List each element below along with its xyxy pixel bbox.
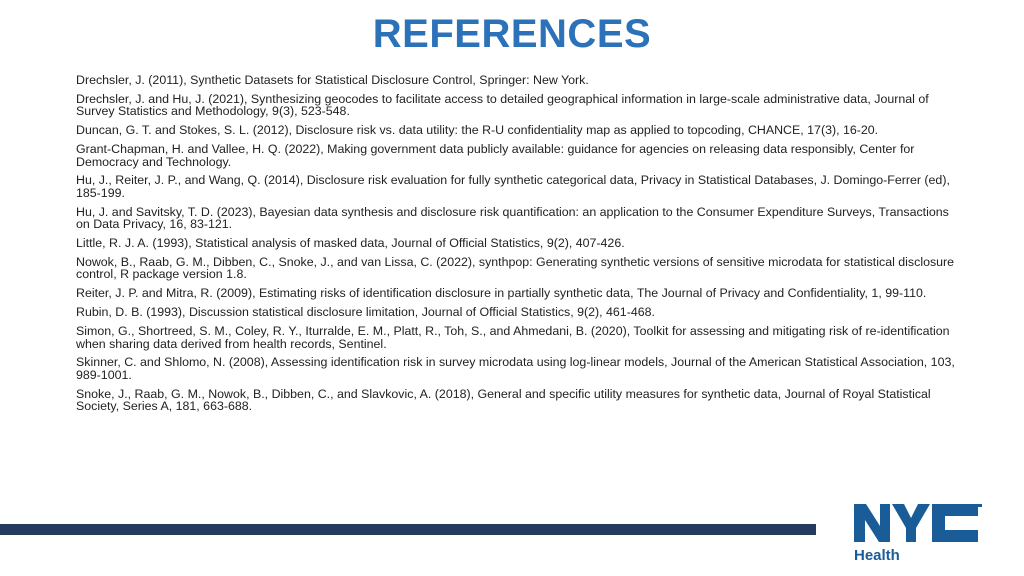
reference-item: Duncan, G. T. and Stokes, S. L. (2012), Disclosure risk vs. data utility: the R-U confidentiality map as applied to topcoding, CHANCE, 17(3), 16-20. bbox=[76, 123, 879, 138]
reference-item: Nowok, B., Raab, G. M., Dibben, C., Snoke, J., and van Lissa, C. (2022), synthpop: Generating synthetic versions of sensitive microdata for statistical disclosure control, R package version 1.8. bbox=[76, 254, 955, 282]
reference-item: Hu, J., Reiter, J. P., and Wang, Q. (2014), Disclosure risk evaluation for fully synthetic categorical data, Privacy in Statistical Databases, J. Domingo-Ferrer (ed), 185-199. bbox=[76, 173, 950, 200]
reference-item: Little, R. J. A. (1993), Statistical analysis of masked data, Journal of Official Statistics, 9(2), 407-426. bbox=[76, 236, 625, 251]
reference-item: Hu, J. and Savitsky, T. D. (2023), Bayesian data synthesis and disclosure risk quantification: an application to the Consumer Expenditure Surveys, Transactions on Data Privacy, 16, 83-121. bbox=[76, 204, 949, 232]
reference-item: Snoke, J., Raab, G. M., Nowok, B., Dibben, C., and Slavkovic, A. (2018), General and specific utility measures for synthetic data, Journal of Royal Statistical Society, Series A, 181, 663-688. bbox=[76, 386, 931, 414]
reference-item: Drechsler, J. and Hu, J. (2021), Synthesizing geocodes to facilitate access to detailed geographical information in large-scale administrative data, Journal of Survey Statistics and Methodology, 9(3), 523-548. bbox=[76, 91, 929, 119]
nyc-logo-icon bbox=[854, 500, 984, 546]
nyc-health-logo bbox=[854, 500, 984, 570]
reference-item: Drechsler, J. (2011), Synthetic Datasets for Statistical Disclosure Control, Springer: New York. bbox=[76, 73, 589, 87]
reference-item: Skinner, C. and Shlomo, N. (2008), Assessing identification risk in survey microdata using log-linear models, Journal of the American Statistical Association, 103, 989-1001. bbox=[76, 355, 955, 382]
page-title: REFERENCES bbox=[372, 12, 652, 56]
reference-list bbox=[76, 74, 956, 419]
footer-bar bbox=[0, 524, 816, 535]
reference-item: Rubin, D. B. (1993), Discussion statistical disclosure limitation, Journal of Official Statistics, 9(2), 461-468. bbox=[76, 305, 655, 320]
reference-item: Simon, G., Shortreed, S. M., Coley, R. Y., Iturralde, E. M., Platt, R., Toh, S., and Ahmedani, B. (2020), Toolkit for assessing and mitigating risk of re-identification when sharing data derived from health records, Sentinel. bbox=[76, 324, 950, 351]
logo-health-text: Health bbox=[854, 547, 900, 564]
reference-item: Grant-Chapman, H. and Vallee, H. Q. (2022), Making government data publicly available: guidance for agencies on releasing data responsibly, Center for Democracy and Technology. bbox=[76, 142, 915, 169]
reference-item: Reiter, J. P. and Mitra, R. (2009), Estimating risks of identification disclosure in partially synthetic data, The Journal of Privacy and Confidentiality, 1, 99-110. bbox=[76, 286, 927, 301]
